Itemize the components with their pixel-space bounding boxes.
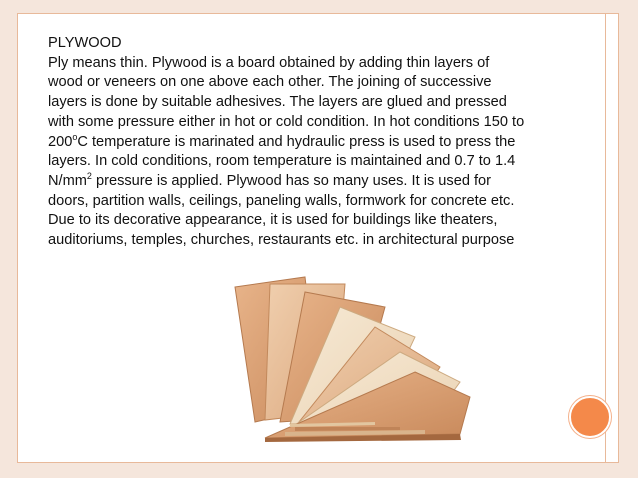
- plywood-illustration: [225, 272, 475, 442]
- temperature-value: 200: [48, 133, 73, 150]
- slide-right-rule: [605, 13, 606, 463]
- paragraph-line: with some pressure either in hot or cold condition. In hot conditions 150 to: [48, 113, 525, 130]
- paragraph-line: Due to its decorative appearance, it is used for buildings like theaters,: [48, 212, 498, 229]
- paragraph-text: C temperature is marinated and hydraulic press is used to press the: [77, 133, 516, 150]
- paragraph-line: layers is done by suitable adhesives. The layers are glued and pressed: [48, 94, 507, 111]
- accent-circle: [569, 396, 611, 438]
- paragraph-line: doors, partition walls, ceilings, paneling walls, formwork for concrete etc.: [48, 192, 515, 209]
- squared-superscript: 2: [86, 170, 92, 181]
- paragraph-line: [48, 133, 588, 153]
- paragraph-line: wood or veneers on one above each other. The joining of successive: [48, 74, 492, 91]
- paragraph-text: pressure is applied. Plywood has so many uses. It is used for: [91, 172, 492, 189]
- slide-title: PLYWOOD: [48, 35, 122, 51]
- degree-superscript: o: [72, 131, 78, 142]
- plywood-image: [225, 272, 475, 442]
- slide-text: [48, 34, 588, 251]
- paragraph-line: [48, 172, 588, 192]
- paragraph-line: auditoriums, temples, churches, restaurants etc. in architectural purpose: [48, 232, 515, 249]
- pressure-unit: N/mm: [48, 172, 87, 189]
- paragraph-line: Ply means thin. Plywood is a board obtained by adding thin layers of: [48, 54, 490, 71]
- paragraph-line: layers. In cold conditions, room temperature is maintained and 0.7 to 1.4: [48, 153, 516, 170]
